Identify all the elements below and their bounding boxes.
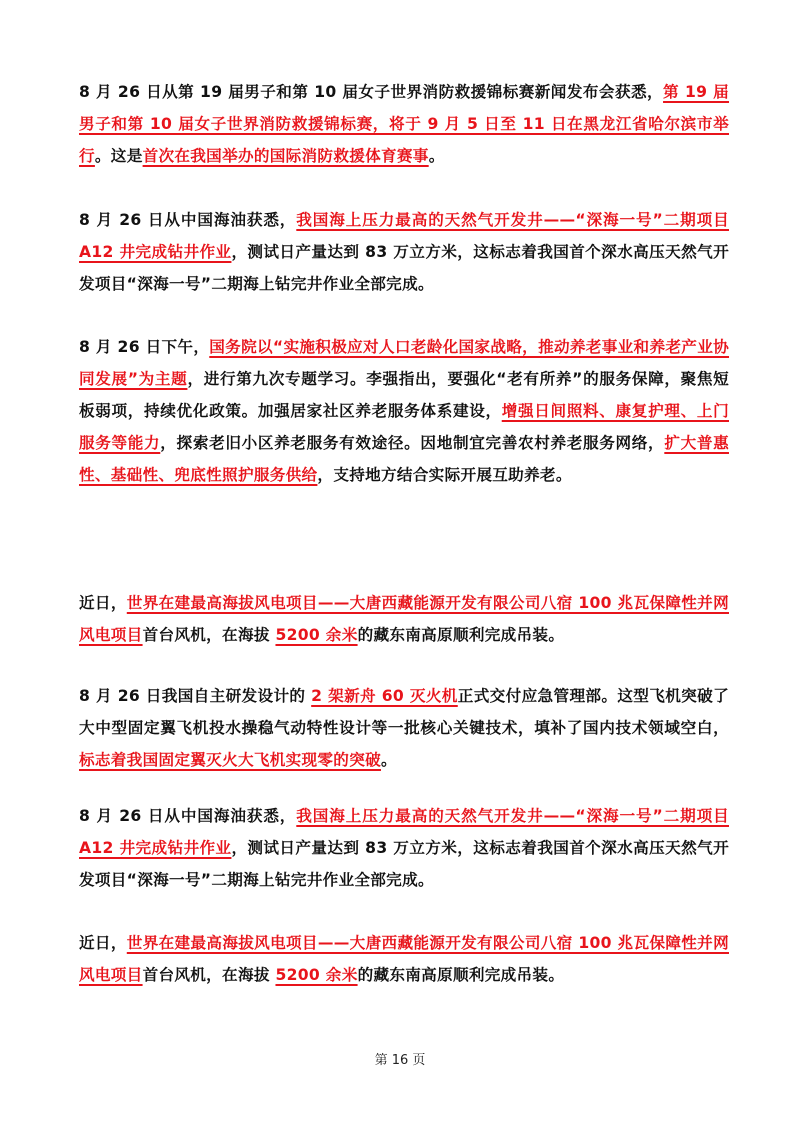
highlighted-phrase: 第 19 届男子和第 10 届女子世界消防救援锦标赛，将于 9 月 5 日至 11 日在黑龙江省哈尔滨市举行 [79,83,730,165]
paragraph-deep-sea-gas-well-repeat [79,800,729,896]
text-segment: 8 月 26 日下午， [79,338,210,356]
text-segment: ，进行第九次专题学习。李强指出，要强化“老有所养”的服务保障，聚焦短板弱项，持续优化政策。加强居家社区养老服务体系建设， [79,370,729,420]
text-segment: 首台风机，在海拔 [142,626,276,644]
highlighted-phrase: 我国海上压力最高的天然气开发井——“深海一号”二期项目 A12 井完成钻井作业 [79,807,729,857]
paragraph-fire-rescue-championship [79,76,729,172]
text-segment: 8 月 26 日从中国海油获悉， [79,807,297,825]
paragraph-elderly-care-study [79,331,729,491]
text-segment: ，测试日产量达到 83 万立方米，这标志着我国首个深水高压天然气开发项目“深海一号”二期海上钻完井作业全部完成。 [79,839,730,889]
highlighted-phrase: 2 架新舟 60 灭火机 [311,687,458,705]
text-segment: 首台风机，在海拔 [142,966,276,984]
highlighted-phrase: 世界在建最高海拔风电项目——大唐西藏能源开发有限公司八宿 100 兆瓦保障性并网风电项目 [79,934,729,984]
text-segment: 8 月 26 日从第 19 届男子和第 10 届女子世界消防救援锦标赛新闻发布会获悉， [79,83,664,101]
text-segment: 。 [428,147,445,165]
highlighted-phrase: 我国海上压力最高的天然气开发井——“深海一号”二期项目 A12 井完成钻井作业 [79,211,729,261]
highlighted-phrase: 国务院以“实施积极应对人口老龄化国家战略，推动养老事业和养老产业协同发展”为主题 [79,338,730,388]
text-segment: 近日， [79,594,127,612]
text-segment: 。这是 [94,147,143,165]
text-segment: ，测试日产量达到 83 万立方米，这标志着我国首个深水高压天然气开发项目“深海一号”二期海上钻完井作业全部完成。 [79,243,730,293]
text-segment: 8 月 26 日从中国海油获悉， [79,211,297,229]
text-segment: 近日， [79,934,127,952]
text-segment: 。 [380,751,397,769]
highlighted-phrase: 首次在我国举办的国际消防救援体育赛事 [142,147,429,165]
paragraph-deep-sea-gas-well [79,204,729,300]
paragraph-high-altitude-wind-power [79,587,729,651]
highlighted-phrase: 5200 余米 [275,966,358,984]
text-segment: 正式交付应急管理部。这型飞机突破了大中型固定翼飞机投水操稳气动特性设计等一批核心关键技术，填补了国内技术领域空白， [79,687,729,737]
paragraph-high-altitude-wind-power-repeat [79,927,729,991]
text-segment: ，探索老旧小区养老服务有效途径。因地制宜完善农村养老服务网络， [160,434,665,452]
highlighted-phrase: 标志着我国固定翼灭火大飞机实现零的突破 [79,751,381,769]
page-number: 第 16 页 [374,1053,426,1068]
text-segment: 的藏东南高原顺利完成吊装。 [357,966,565,984]
text-segment: 8 月 26 日我国自主研发设计的 [79,687,312,705]
paragraph-firefighting-aircraft [79,680,729,776]
highlighted-phrase: 增强日间照料、康复护理、上门服务等能力 [79,402,729,452]
highlighted-phrase: 世界在建最高海拔风电项目——大唐西藏能源开发有限公司八宿 100 兆瓦保障性并网风电项目 [79,594,729,644]
highlighted-phrase: 扩大普惠性、基础性、兜底性照护服务供给 [79,434,729,484]
text-segment: 的藏东南高原顺利完成吊装。 [357,626,565,644]
text-segment: ，支持地方结合实际开展互助养老。 [317,466,572,484]
highlighted-phrase: 5200 余米 [275,626,358,644]
